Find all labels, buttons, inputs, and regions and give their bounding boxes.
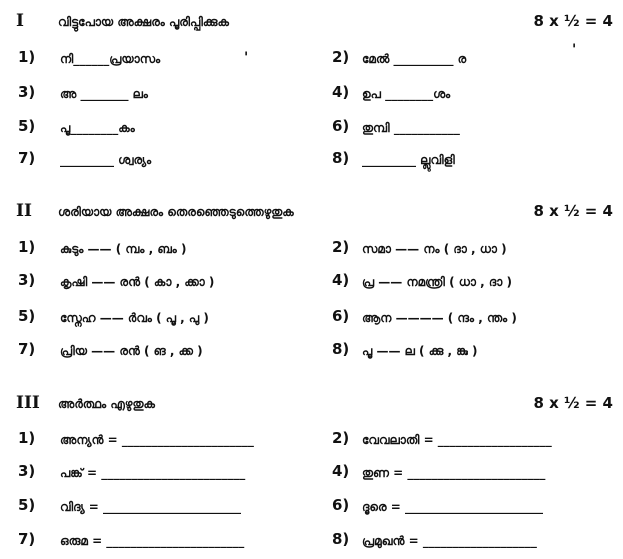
question-text: _________ ല്ലുവിളി [362, 153, 455, 167]
question-text: ഉപ ________ശം [362, 87, 451, 101]
section-3-header [0, 393, 623, 417]
question-text: മേൽ __________ ര [362, 52, 467, 66]
section-1-marks: 8 x ½ = 4 [533, 12, 613, 30]
question-number: 3) [18, 83, 36, 101]
question-number: 2) [332, 238, 350, 256]
question-text: വേവലാതി = ___________________ [362, 433, 552, 447]
section-2-title: ശരിയായ അക്ഷരം തെരഞ്ഞെടുത്തെഴുതുക [58, 205, 294, 219]
margin-tick: ' [244, 50, 249, 66]
question-number: 4) [332, 462, 350, 480]
question-number: 3) [18, 271, 36, 289]
question-text: അ ________ ലം [60, 87, 148, 101]
question-number: 6) [332, 117, 350, 135]
question-text: പ്ര —— നമന്ത്രി ( ധാ , ദാ ) [362, 275, 513, 289]
question-number: 6) [332, 307, 350, 325]
question-number: 5) [18, 117, 36, 135]
section-1-header [0, 11, 623, 35]
question-text: പങ്ക് = ________________________ [60, 466, 246, 480]
question-number: 2) [332, 48, 350, 66]
question-text: നി______പ്രയാസം [60, 52, 161, 66]
question-text: സമാ —— നം ( ദാ , ധാ ) [362, 242, 507, 256]
section-2-header [0, 201, 623, 225]
question-text: ആന ———— ( ന്ദം , ന്തം ) [362, 311, 517, 325]
question-number: 3) [18, 462, 36, 480]
question-text: പൂ —— ല ( ക്കു , ങ്കു ) [362, 344, 478, 358]
question-number: 7) [18, 340, 36, 358]
question-number: 8) [332, 530, 350, 548]
question-text: അന്യൻ = ______________________ [60, 433, 254, 447]
section-3-title: അർത്ഥം എഴുതുക [58, 397, 155, 411]
question-number: 1) [18, 48, 36, 66]
question-text: കുടും —— ( മ്പം , ബം ) [60, 242, 187, 256]
section-3-roman: III [16, 393, 40, 413]
question-number: 7) [18, 530, 36, 548]
question-number: 1) [18, 238, 36, 256]
question-text: വിദ്യ = _______________________ [60, 500, 241, 514]
question-number: 8) [332, 149, 350, 167]
question-number: 4) [332, 271, 350, 289]
question-text: കൃഷി —— രൻ ( കാ , ക്കാ ) [60, 275, 215, 289]
question-number: 5) [18, 307, 36, 325]
question-text: പൂ________കം [60, 121, 135, 135]
question-text: പ്രമുഖൻ = ___________________ [362, 534, 537, 548]
section-1-roman: I [16, 11, 24, 31]
question-text: ദൂരെ = _______________________ [362, 500, 543, 514]
section-2-marks: 8 x ½ = 4 [533, 202, 613, 220]
question-number: 6) [332, 496, 350, 514]
question-number: 7) [18, 149, 36, 167]
question-text: തുമ്പി ___________ [362, 121, 460, 135]
question-number: 2) [332, 429, 350, 447]
question-number: 8) [332, 340, 350, 358]
question-number: 1) [18, 429, 36, 447]
question-text: തുണ = _______________________ [362, 466, 546, 480]
question-text: ഒരുമ = _______________________ [60, 534, 245, 548]
question-text: _________ ശ്വര്യം [60, 153, 152, 167]
margin-tick: ' [572, 42, 577, 58]
question-number: 4) [332, 83, 350, 101]
question-text: പ്രിയ —— രൻ ( ങ , ക്ക ) [60, 344, 203, 358]
section-2-roman: II [16, 201, 32, 221]
question-text: സ്നേഹ —— ർവം ( പൂ , പു ) [60, 311, 209, 325]
section-1-title: വിട്ടുപോയ അക്ഷരം പൂരിപ്പിക്കുക [58, 15, 229, 29]
question-number: 5) [18, 496, 36, 514]
section-3-marks: 8 x ½ = 4 [533, 394, 613, 412]
